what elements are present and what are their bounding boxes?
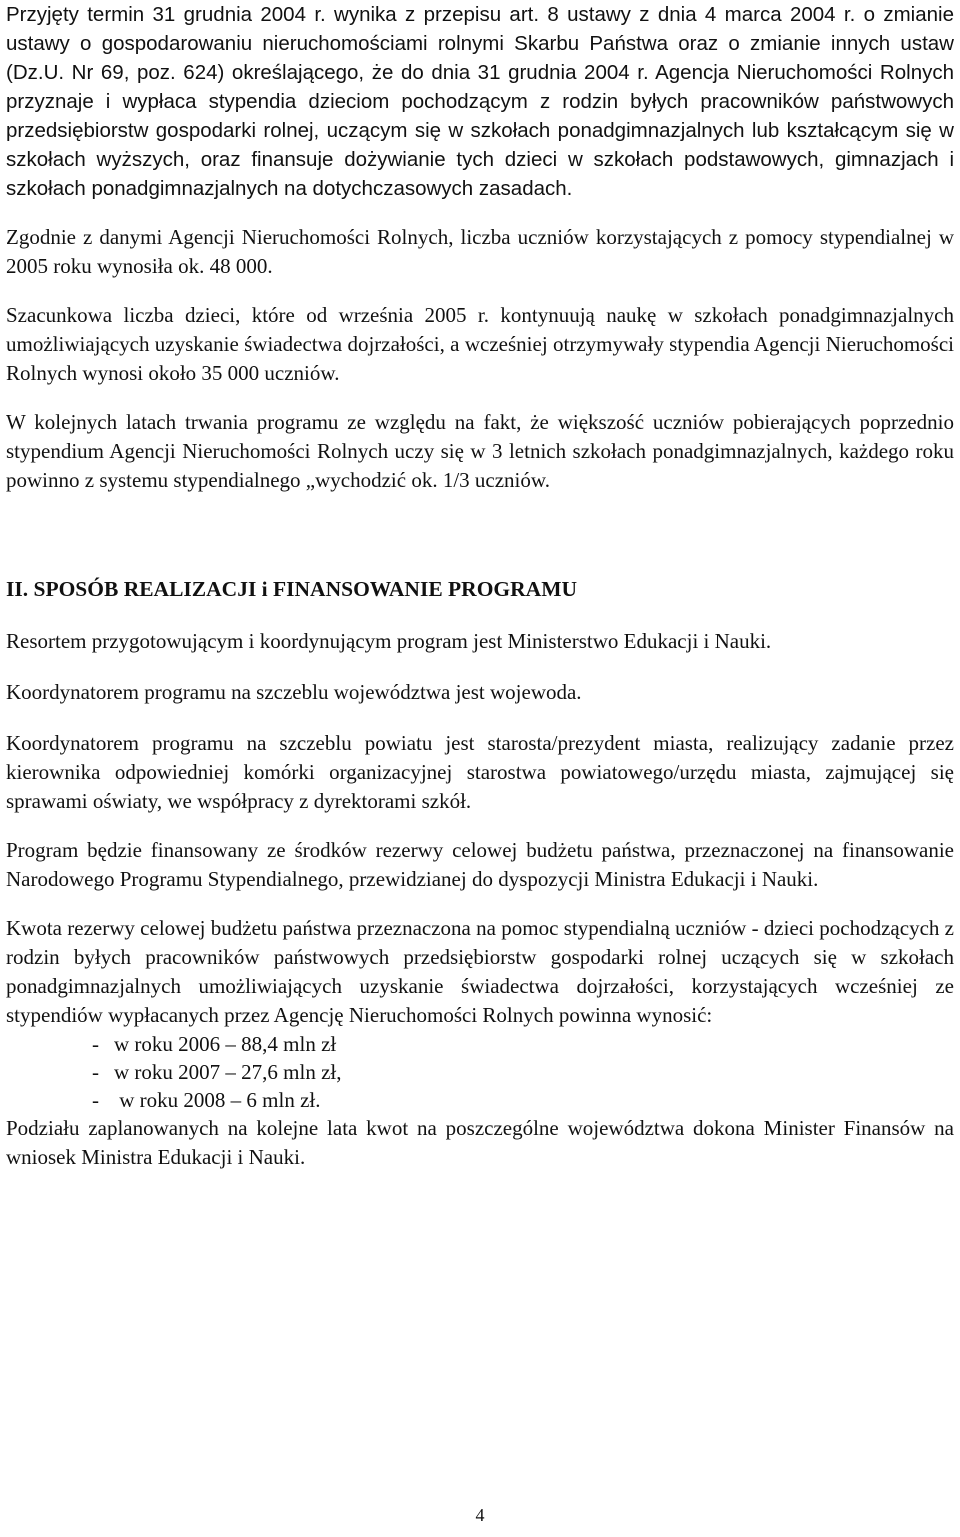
page-number: 4	[475, 1505, 485, 1525]
spacer	[6, 203, 954, 223]
spacer	[6, 707, 954, 729]
paragraph-ministry: Resortem przygotowującym i koordynującym program jest Ministerstwo Edukacji i Nauki.	[6, 629, 772, 653]
spacer	[6, 281, 954, 301]
section-heading: II. SPOSÓB REALIZACJI i FINANSOWANIE PROGRAMU	[6, 577, 578, 601]
spacer	[6, 495, 954, 575]
spacer	[6, 604, 954, 627]
paragraph-estimated-students: Szacunkowa liczba dzieci, które od września 2005 r. kontynuują naukę w szkołach ponadgimnazjalnych umożliwiających uzyskanie świadectwa dojrzałości, a wcześniej otrzymywały stypendia Agencji Nieruchomości Rolnych wynosi około 35 000 uczniów.	[6, 303, 954, 385]
spacer	[6, 388, 954, 408]
document-page	[6, 0, 954, 1172]
paragraph-reserve-amount: Kwota rezerwy celowej budżetu państwa przeznaczona na pomoc stypendialną uczniów - dzieci pochodzących z rodzin byłych pracowników państwowych przedsiębiorstw gospodarki rolnej uczących się w szkołach ponadgimnazjalnych umożliwiających uzyskanie świadectwa dojrzałości, korzystających wcześniej ze stypendiów wypłacanych przez Agencję Nieruchomości Rolnych powinna wynosić:	[6, 916, 954, 1027]
list-item: - w roku 2007 – 27,6 mln zł,	[92, 1060, 342, 1084]
list-item: - w roku 2008 – 6 mln zł.	[92, 1088, 321, 1112]
spacer	[6, 656, 954, 678]
paragraph-financing: Program będzie finansowany ze środków rezerwy celowej budżetu państwa, przeznaczonej na finansowanie Narodowego Programu Stypendialnego, przewidzianej do dyspozycji Ministra Edukacji i Nauki.	[6, 838, 954, 891]
paragraph-distribution: Podziału zaplanowanych na kolejne lata kwot na poszczególne województwa dokona Minister Finansów na wniosek Ministra Edukacji i Nauki.	[6, 1116, 954, 1169]
intro-paragraph: Przyjęty termin 31 grudnia 2004 r. wynika z przepisu art. 8 ustawy z dnia 4 marca 2004 r. o zmianie ustawy o gospodarowaniu nieruchomościami rolnymi Skarbu Państwa oraz o zmianie innych ustaw (Dz.U. Nr 69, poz. 624) określającego, że do dnia 31 grudnia 2004 r. Agencja Nieruchomości Rolnych przyznaje i wypłaca stypendia dzieciom pochodzącym z rodzin byłych pracowników państwowych przedsiębiorstw gospodarki rolnej, uczącym się w szkołach ponadgimnazjalnych lub kształcącym się w szkołach wyższych, oraz finansuje dożywianie tych dzieci w szkołach podstawowych, gimnazjach i szkołach ponadgimnazjalnych na dotychczasowych zasadach.	[6, 3, 954, 200]
list-item: - w roku 2006 – 88,4 mln zł	[92, 1032, 337, 1056]
paragraph-students-count: Zgodnie z danymi Agencji Nieruchomości Rolnych, liczba uczniów korzystających z pomocy stypendialnej w 2005 roku wynosiła ok. 48 000.	[6, 225, 954, 278]
amounts-list	[6, 1030, 954, 1114]
paragraph-starost: Koordynatorem programu na szczeblu powiatu jest starosta/prezydent miasta, realizujący zadanie przez kierownika odpowiedniej komórki organizacyjnej starostwa powiatowego/urzędu miasta, zajmującej się sprawami oświaty, we współpracy z dyrektorami szkół.	[6, 731, 954, 813]
paragraph-following-years: W kolejnych latach trwania programu ze względu na fakt, że większość uczniów pobierających poprzednio stypendium Agencji Nieruchomości Rolnych uczy się w 3 letnich szkołach ponadgimnazjalnych, każdego roku powinno z systemu stypendialnego „wychodzić ok. 1/3 uczniów.	[6, 410, 954, 492]
paragraph-voivode: Koordynatorem programu na szczeblu województwa jest wojewoda.	[6, 680, 582, 704]
spacer	[6, 816, 954, 836]
spacer	[6, 894, 954, 914]
